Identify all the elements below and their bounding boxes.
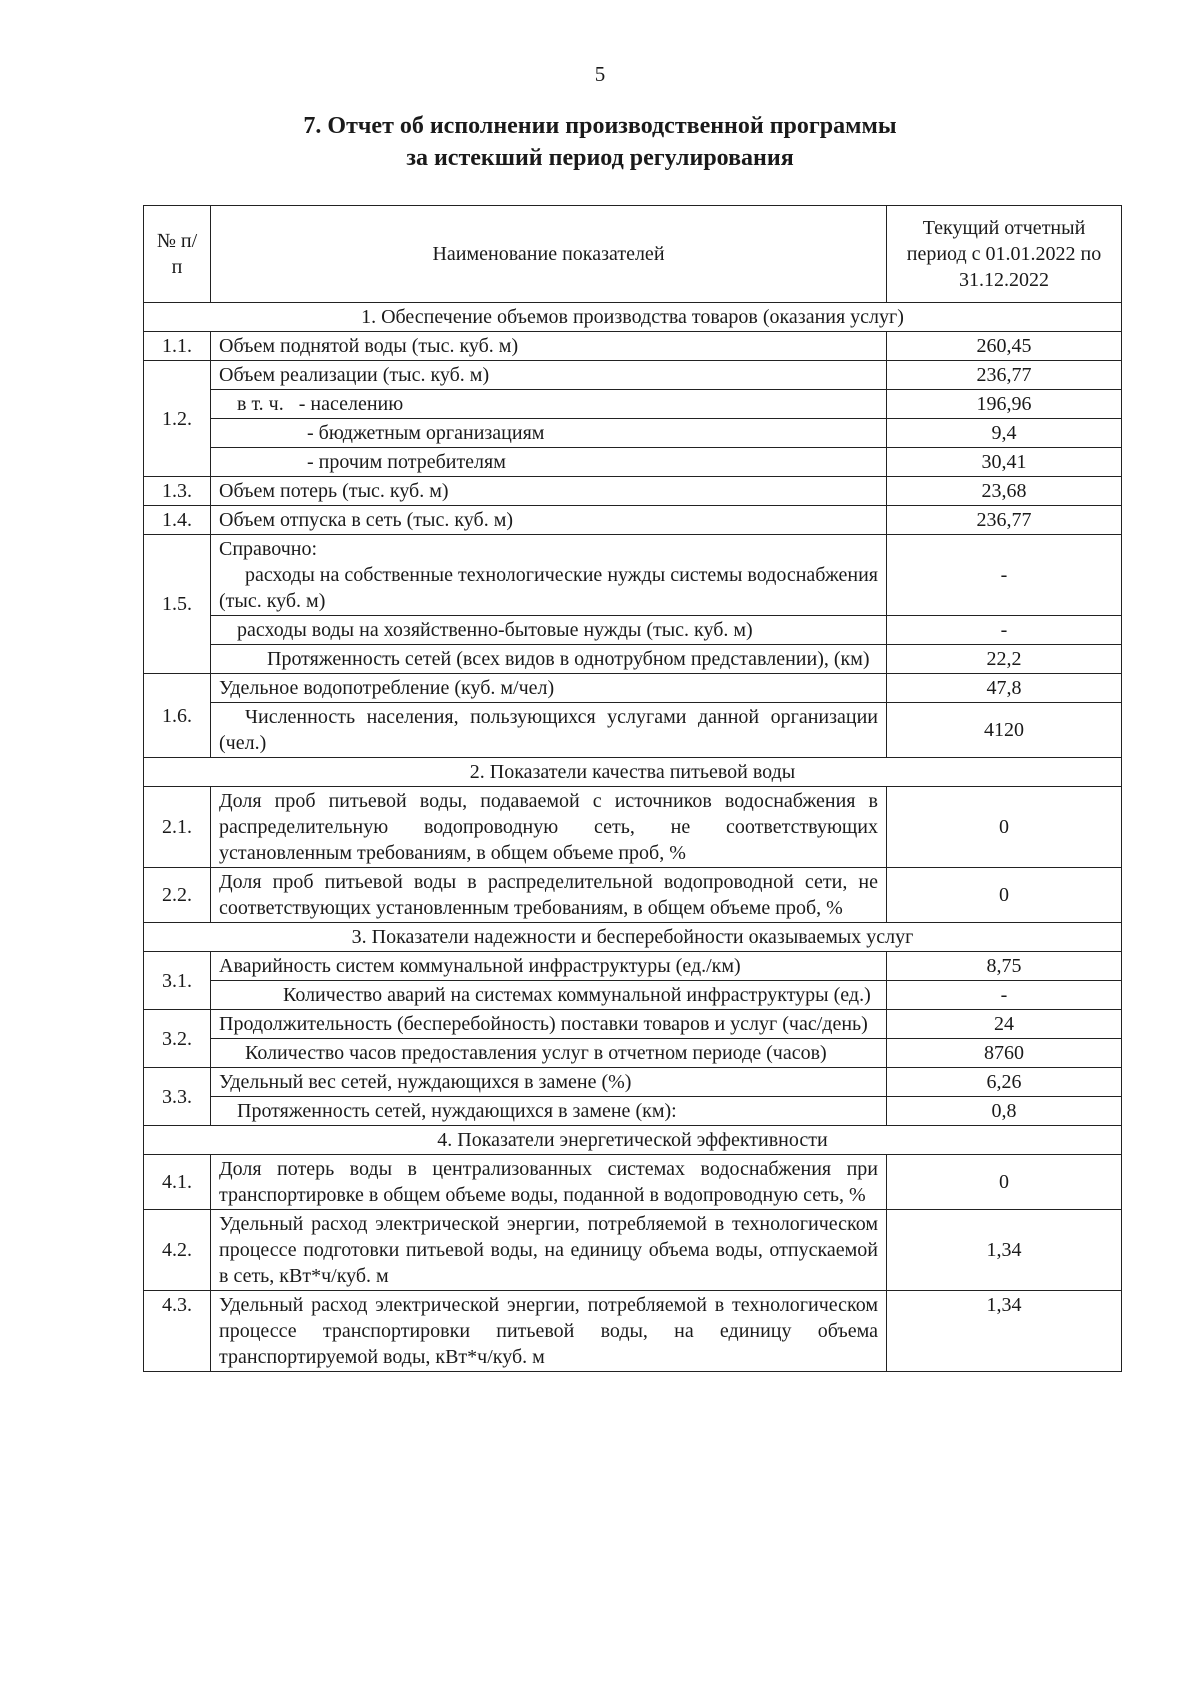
table-row xyxy=(144,868,1122,923)
row-name: Количество аварий на системах коммунальной инфраструктуры (ед.) xyxy=(211,981,887,1010)
row-name: - бюджетным организациям xyxy=(211,419,887,448)
row-name: - прочим потребителям xyxy=(211,448,887,477)
row-value: 0 xyxy=(887,1155,1122,1210)
row-name: Удельный расход электрической энергии, потребляемой в технологическом процессе подготовки питьевой воды, на единицу объема воды, отпускаемой в сеть, кВт*ч/куб. м xyxy=(211,1210,887,1291)
table-row xyxy=(144,390,1122,419)
row-name: Доля проб питьевой воды, подаваемой с источников водоснабжения в распределительную водопроводную сеть, не соответствующих установленным требованиям, в общем объеме проб, % xyxy=(211,787,887,868)
row-value: 24 xyxy=(887,1010,1122,1039)
row-value: 47,8 xyxy=(887,674,1122,703)
table-row xyxy=(144,1291,1122,1372)
row-value: - xyxy=(887,535,1122,616)
row-value: 0 xyxy=(887,868,1122,923)
row-name: Удельное водопотребление (куб. м/чел) xyxy=(211,674,887,703)
row-value: - xyxy=(887,981,1122,1010)
row-name: Численность населения, пользующихся услугами данной организации (чел.) xyxy=(211,703,887,758)
row-value: 9,4 xyxy=(887,419,1122,448)
table-row xyxy=(144,787,1122,868)
table-row xyxy=(144,506,1122,535)
row-name: Доля проб питьевой воды в распределительной водопроводной сети, не соответствующих установленным требованиям, в общем объеме проб, % xyxy=(211,868,887,923)
table-row xyxy=(144,361,1122,390)
title-line-1: 7. Отчет об исполнении производственной программы xyxy=(303,113,897,139)
table-row xyxy=(144,535,1122,616)
row-name xyxy=(211,535,887,616)
page-number: 5 xyxy=(594,62,606,86)
row-name: Аварийность систем коммунальной инфраструктуры (ед./км) xyxy=(211,952,887,981)
section-row xyxy=(144,1126,1122,1155)
row-name: Продолжительность (бесперебойность) поставки товаров и услуг (час/день) xyxy=(211,1010,887,1039)
row-name: Протяженность сетей (всех видов в однотрубном представлении), (км) xyxy=(211,645,887,674)
table-row xyxy=(144,616,1122,645)
section-row xyxy=(144,758,1122,787)
table-row xyxy=(144,1039,1122,1068)
header-name: Наименование показателей xyxy=(211,206,887,303)
row-value: - xyxy=(887,616,1122,645)
table-row xyxy=(144,1210,1122,1291)
row-number: 4.3. xyxy=(144,1291,211,1372)
table-row xyxy=(144,952,1122,981)
section-title: 2. Показатели качества питьевой воды xyxy=(144,758,1122,787)
section-title: 3. Показатели надежности и бесперебойности оказываемых услуг xyxy=(144,923,1122,952)
table-row xyxy=(144,645,1122,674)
row-name: Количество часов предоставления услуг в отчетном периоде (часов) xyxy=(211,1039,887,1068)
row-number: 3.1. xyxy=(144,952,211,1010)
section-title: 4. Показатели энергетической эффективности xyxy=(144,1126,1122,1155)
table-row xyxy=(144,703,1122,758)
row-name: Объем потерь (тыс. куб. м) xyxy=(211,477,887,506)
row-value: 0 xyxy=(887,787,1122,868)
table-row xyxy=(144,332,1122,361)
section-row xyxy=(144,923,1122,952)
row-value: 1,34 xyxy=(887,1210,1122,1291)
table-row xyxy=(144,1010,1122,1039)
row-name: Объем отпуска в сеть (тыс. куб. м) xyxy=(211,506,887,535)
row-value: 8,75 xyxy=(887,952,1122,981)
row-value: 196,96 xyxy=(887,390,1122,419)
row-value: 0,8 xyxy=(887,1097,1122,1126)
row-value: 22,2 xyxy=(887,645,1122,674)
row-number: 1.5. xyxy=(144,535,211,674)
header-num: № п/п xyxy=(144,206,211,303)
table-row xyxy=(144,1068,1122,1097)
row-number: 3.3. xyxy=(144,1068,211,1126)
table-row xyxy=(144,419,1122,448)
header-value: Текущий отчетный период с 01.01.2022 по 31.12.2022 xyxy=(887,206,1122,303)
row-value: 6,26 xyxy=(887,1068,1122,1097)
table-row xyxy=(144,674,1122,703)
row-number: 4.1. xyxy=(144,1155,211,1210)
row-number: 4.2. xyxy=(144,1210,211,1291)
table-header-row xyxy=(144,206,1122,303)
row-value: 8760 xyxy=(887,1039,1122,1068)
row-number: 1.3. xyxy=(144,477,211,506)
report-table xyxy=(143,205,1122,1372)
row-value: 260,45 xyxy=(887,332,1122,361)
row-value: 1,34 xyxy=(887,1291,1122,1372)
row-value: 30,41 xyxy=(887,448,1122,477)
document-title xyxy=(0,110,1200,174)
row-number: 2.1. xyxy=(144,787,211,868)
row-name: Протяженность сетей, нуждающихся в замене (км): xyxy=(211,1097,887,1126)
row-name: Удельный расход электрической энергии, потребляемой в технологическом процессе транспортировки питьевой воды, на единицу объема транспортируемой воды, кВт*ч/куб. м xyxy=(211,1291,887,1372)
table-row xyxy=(144,981,1122,1010)
title-line-2: за истекший период регулирования xyxy=(406,145,794,171)
row-value: 236,77 xyxy=(887,506,1122,535)
row-value: 23,68 xyxy=(887,477,1122,506)
table-row xyxy=(144,448,1122,477)
row-number: 1.4. xyxy=(144,506,211,535)
row-name: Удельный вес сетей, нуждающихся в замене (%) xyxy=(211,1068,887,1097)
row-number: 3.2. xyxy=(144,1010,211,1068)
row-value: 4120 xyxy=(887,703,1122,758)
row-name-text: расходы на собственные технологические нужды системы водоснабжения (тыс. куб. м) xyxy=(219,564,878,612)
reference-label: Справочно: xyxy=(219,538,318,560)
row-name: в т. ч. - населению xyxy=(211,390,887,419)
row-number: 2.2. xyxy=(144,868,211,923)
row-number: 1.6. xyxy=(144,674,211,758)
section-title: 1. Обеспечение объемов производства товаров (оказания услуг) xyxy=(144,303,1122,332)
table-row xyxy=(144,477,1122,506)
row-name: Объем реализации (тыс. куб. м) xyxy=(211,361,887,390)
table-row xyxy=(144,1097,1122,1126)
section-row xyxy=(144,303,1122,332)
row-value: 236,77 xyxy=(887,361,1122,390)
table-row xyxy=(144,1155,1122,1210)
row-number: 1.1. xyxy=(144,332,211,361)
row-name: Доля потерь воды в централизованных системах водоснабжения при транспортировке в общем объеме воды, поданной в водопроводную сеть, % xyxy=(211,1155,887,1210)
row-number: 1.2. xyxy=(144,361,211,477)
row-name: Объем поднятой воды (тыс. куб. м) xyxy=(211,332,887,361)
row-name: расходы воды на хозяйственно-бытовые нужды (тыс. куб. м) xyxy=(211,616,887,645)
